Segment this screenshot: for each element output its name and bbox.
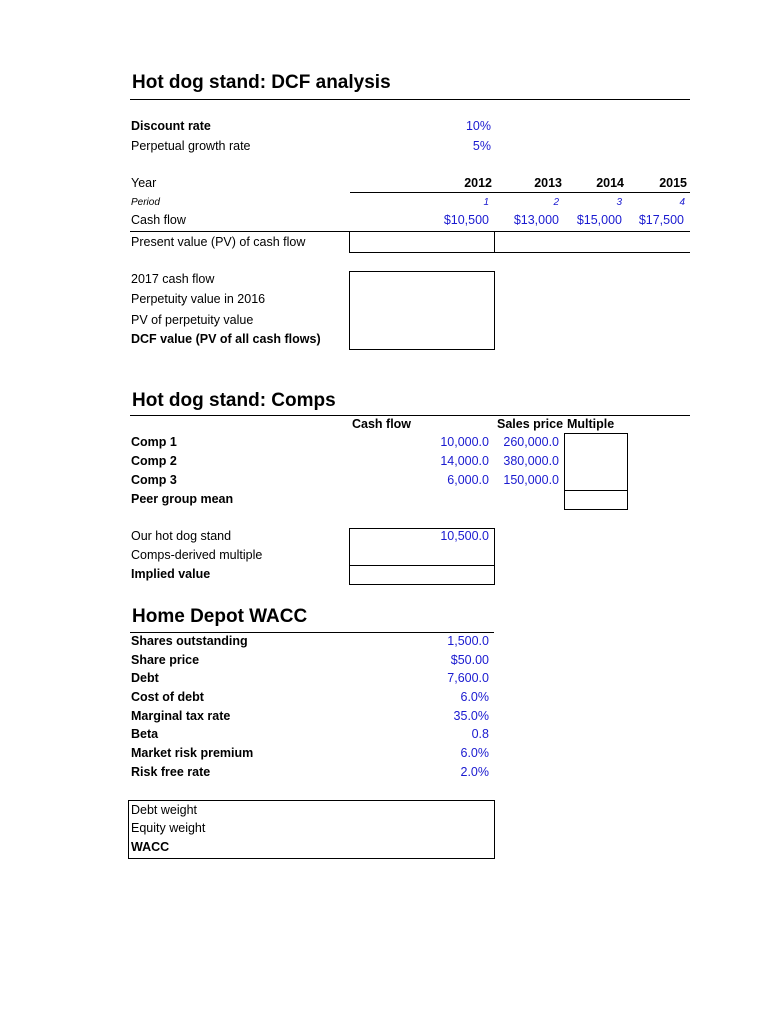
- dcf-input-box[interactable]: [349, 271, 495, 350]
- comp-name: Comp 1: [131, 435, 177, 449]
- col-cashflow-header: Cash flow: [352, 417, 412, 431]
- comps-title-rule: [130, 415, 690, 416]
- derived-multiple-label: Comps-derived multiple: [131, 548, 263, 562]
- comp-cashflow-cell[interactable]: 6,000.0: [447, 473, 489, 487]
- growth-rate-label: Perpetual growth rate: [131, 139, 251, 153]
- col-sales-header: Sales price: [497, 417, 564, 431]
- cashflow-cell[interactable]: $17,500: [638, 213, 684, 227]
- comp-sales-cell[interactable]: 260,000.0: [503, 435, 559, 449]
- period-cell[interactable]: 1: [483, 197, 489, 208]
- pv-perpetuity-label: PV of perpetuity value: [131, 313, 254, 327]
- discount-rate-cell[interactable]: 10%: [465, 119, 491, 133]
- our-stand-cell[interactable]: 10,500.0: [440, 529, 489, 543]
- peer-mean-label: Peer group mean: [131, 492, 234, 506]
- wacc-input-label: Debt: [131, 671, 159, 685]
- dcf-title-rule: [130, 99, 690, 100]
- col-multiple-header: Multiple: [567, 417, 615, 431]
- wacc-input-cell[interactable]: 1,500.0: [447, 634, 489, 648]
- cashflow-cell[interactable]: $13,000: [513, 213, 559, 227]
- year-cell[interactable]: 2013: [534, 176, 562, 190]
- comp-cashflow-cell[interactable]: 10,000.0: [440, 435, 489, 449]
- wacc-input-cell[interactable]: 7,600.0: [447, 671, 489, 685]
- implied-value-box[interactable]: [349, 565, 495, 585]
- equity-weight-label: Equity weight: [131, 821, 206, 835]
- wacc-input-cell[interactable]: 35.0%: [453, 709, 489, 723]
- wacc-input-cell[interactable]: $50.00: [450, 653, 489, 667]
- comp-name: Comp 2: [131, 454, 177, 468]
- wacc-input-label: Risk free rate: [131, 765, 211, 779]
- multiple-input-box[interactable]: [564, 433, 628, 491]
- wacc-title-rule: [130, 632, 494, 633]
- pv-input-box[interactable]: [349, 231, 495, 253]
- wacc-input-label: Marginal tax rate: [131, 709, 231, 723]
- year-rule: [350, 192, 690, 193]
- our-stand-label: Our hot dog stand: [131, 529, 232, 543]
- comps-title: Hot dog stand: Comps: [132, 390, 336, 411]
- comp-cashflow-cell[interactable]: 14,000.0: [440, 454, 489, 468]
- cashflow-cell[interactable]: $10,500: [443, 213, 489, 227]
- year-cell[interactable]: 2015: [659, 176, 687, 190]
- peer-mean-box[interactable]: [564, 490, 628, 510]
- wacc-input-cell[interactable]: 6.0%: [460, 746, 489, 760]
- wacc-input-label: Beta: [131, 727, 159, 741]
- dcf-title: Hot dog stand: DCF analysis: [132, 72, 391, 93]
- dcf-value-label: DCF value (PV of all cash flows): [131, 332, 321, 346]
- wacc-input-cell[interactable]: 0.8: [471, 727, 489, 741]
- cf2017-label: 2017 cash flow: [131, 272, 215, 286]
- wacc-input-label: Shares outstanding: [131, 634, 248, 648]
- perpetuity-label: Perpetuity value in 2016: [131, 292, 266, 306]
- pv-label: Present value (PV) of cash flow: [131, 235, 306, 249]
- year-cell[interactable]: 2014: [596, 176, 624, 190]
- pv-rule: [494, 252, 690, 253]
- comp-name: Comp 3: [131, 473, 177, 487]
- discount-rate-label: Discount rate: [131, 119, 211, 133]
- wacc-input-label: Cost of debt: [131, 690, 204, 704]
- cashflow-label: Cash flow: [131, 213, 186, 227]
- debt-weight-label: Debt weight: [131, 803, 198, 817]
- growth-rate-cell[interactable]: 5%: [472, 139, 491, 153]
- wacc-input-label: Market risk premium: [131, 746, 254, 760]
- year-label: Year: [131, 176, 157, 190]
- wacc-input-cell[interactable]: 2.0%: [460, 765, 489, 779]
- period-cell[interactable]: 3: [616, 197, 622, 208]
- comp-sales-cell[interactable]: 150,000.0: [503, 473, 559, 487]
- year-cell[interactable]: 2012: [464, 176, 492, 190]
- period-cell[interactable]: 4: [679, 197, 685, 208]
- wacc-input-label: Share price: [131, 653, 200, 667]
- period-cell[interactable]: 2: [553, 197, 559, 208]
- comp-sales-cell[interactable]: 380,000.0: [503, 454, 559, 468]
- wacc-title: Home Depot WACC: [132, 606, 308, 627]
- implied-value-label: Implied value: [131, 567, 211, 581]
- wacc-input-cell[interactable]: 6.0%: [460, 690, 489, 704]
- period-label: Period: [131, 197, 160, 208]
- wacc-label: WACC: [131, 840, 170, 854]
- cashflow-cell[interactable]: $15,000: [576, 213, 622, 227]
